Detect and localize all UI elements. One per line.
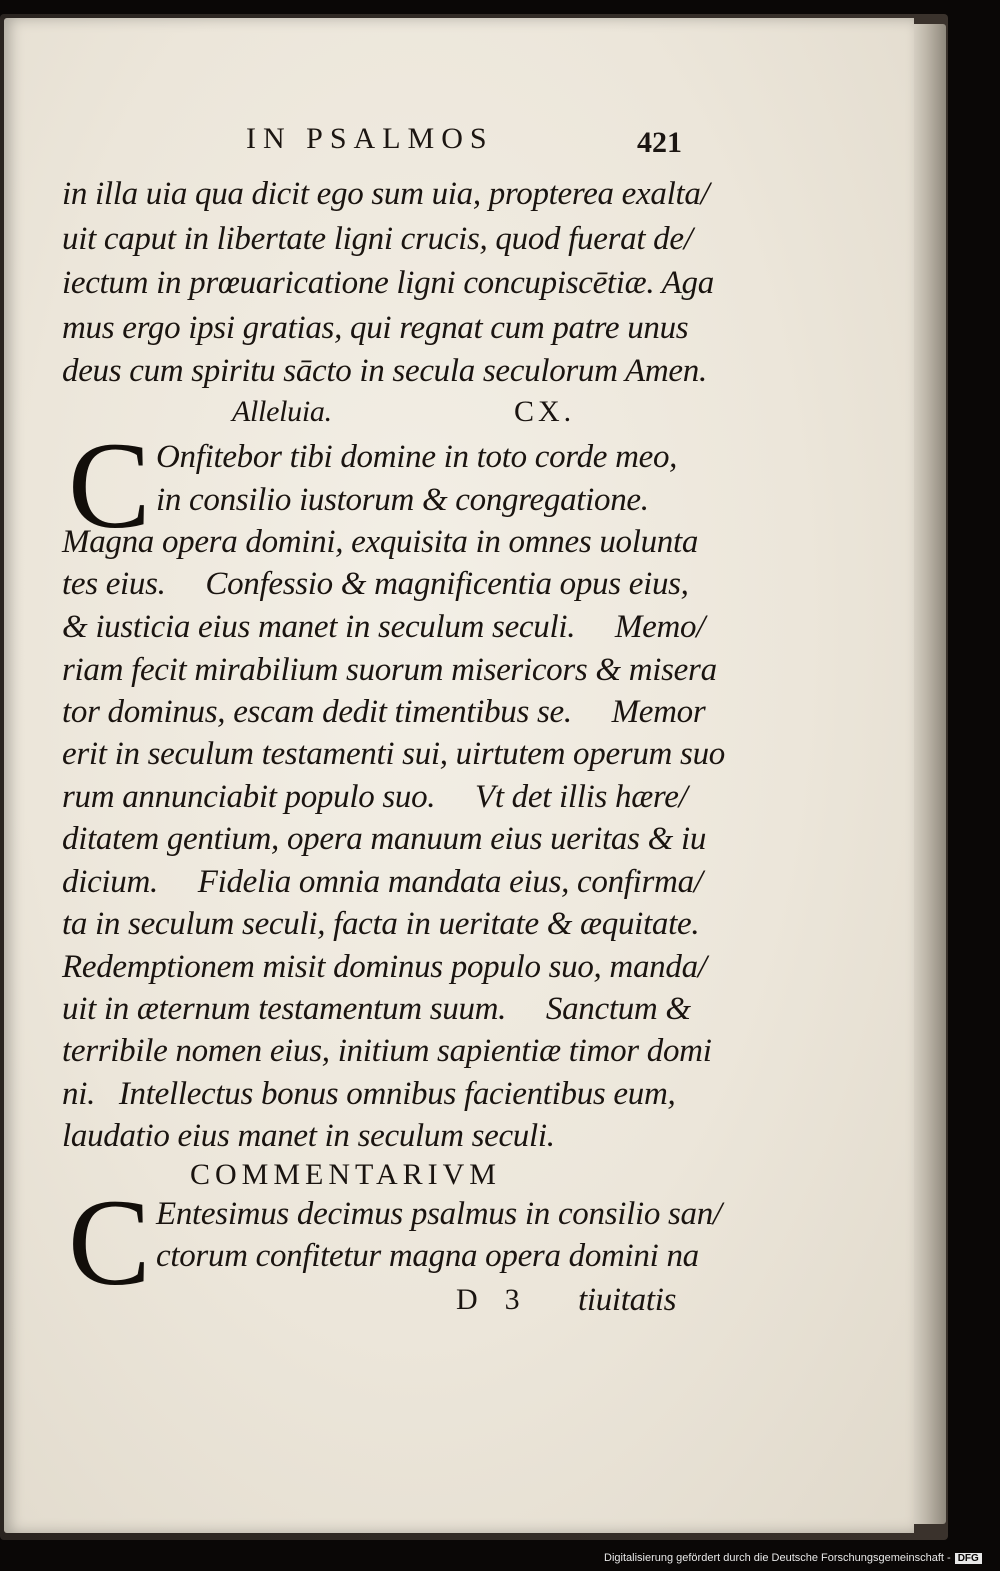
running-title: IN PSALMOS xyxy=(246,122,494,155)
psalm-line: in consilio iustorum & congregatione. xyxy=(156,482,649,518)
credit-text: Digitalisierung gefördert durch die Deutsche Forschungsgemeinschaft - xyxy=(604,1552,951,1564)
dfg-logo: DFG xyxy=(955,1553,982,1564)
catchword: tiuitatis xyxy=(578,1282,677,1318)
commentary-line: ctorum confitetur magna opera domini na xyxy=(156,1238,699,1274)
digitization-credit xyxy=(604,1552,982,1564)
folio-number: 421 xyxy=(637,126,682,159)
psalm-line: terribile nomen eius, initium sapientiæ timor domi xyxy=(62,1033,712,1069)
commentary-heading: COMMENTARIVM xyxy=(190,1158,501,1191)
psalm-line: tor dominus, escam dedit timentibus se. Memor xyxy=(62,694,706,730)
psalm-number: CX. xyxy=(514,395,576,428)
body-line: deus cum spiritu sācto in secula seculorum Amen. xyxy=(62,353,707,389)
psalm-line: riam fecit mirabilium suorum misericors & misera xyxy=(62,652,717,688)
body-line: uit caput in libertate ligni crucis, quod fuerat de/ xyxy=(62,221,693,257)
psalm-line: Redemptionem misit dominus populo suo, manda/ xyxy=(62,949,707,985)
body-line: in illa uia qua dicit ego sum uia, propterea exalta/ xyxy=(62,176,710,212)
psalm-line: ditatem gentium, opera manuum eius ueritas & iu xyxy=(62,821,707,857)
psalm-line: tes eius. Confessio & magnificentia opus eius, xyxy=(62,566,689,602)
book-page xyxy=(4,18,914,1533)
psalm-line: dicium. Fidelia omnia mandata eius, confirma/ xyxy=(62,864,703,900)
page-edge xyxy=(912,24,946,1524)
psalm-line: laudatio eius manet in seculum seculi. xyxy=(62,1118,555,1154)
psalm-drop-cap: C xyxy=(68,417,151,554)
psalm-line: ta in seculum seculi, facta in ueritate & æquitate. xyxy=(62,906,700,942)
commentary-line: Entesimus decimus psalmus in consilio san/ xyxy=(156,1196,722,1232)
body-line: mus ergo ipsi gratias, qui regnat cum patre unus xyxy=(62,310,689,346)
psalm-line: uit in æternum testamentum suum. Sanctum & xyxy=(62,991,691,1027)
psalm-line: Onfitebor tibi domine in toto corde meo, xyxy=(156,439,678,475)
signature-mark: D 3 xyxy=(456,1283,524,1316)
psalm-line: Magna opera domini, exquisita in omnes uolunta xyxy=(62,524,699,560)
psalm-line: ni. Intellectus bonus omnibus facientibus eum, xyxy=(62,1076,676,1112)
alleluia-heading: Alleluia. xyxy=(232,395,332,428)
body-line: iectum in prœuaricatione ligni concupiscētiæ. Aga xyxy=(62,265,714,301)
psalm-line: erit in seculum testamenti sui, uirtutem operum suo xyxy=(62,736,725,772)
commentary-drop-cap: C xyxy=(68,1174,151,1311)
psalm-line: & iusticia eius manet in seculum seculi. Memo/ xyxy=(62,609,706,645)
psalm-line: rum annunciabit populo suo. Vt det illis hære/ xyxy=(62,779,688,815)
